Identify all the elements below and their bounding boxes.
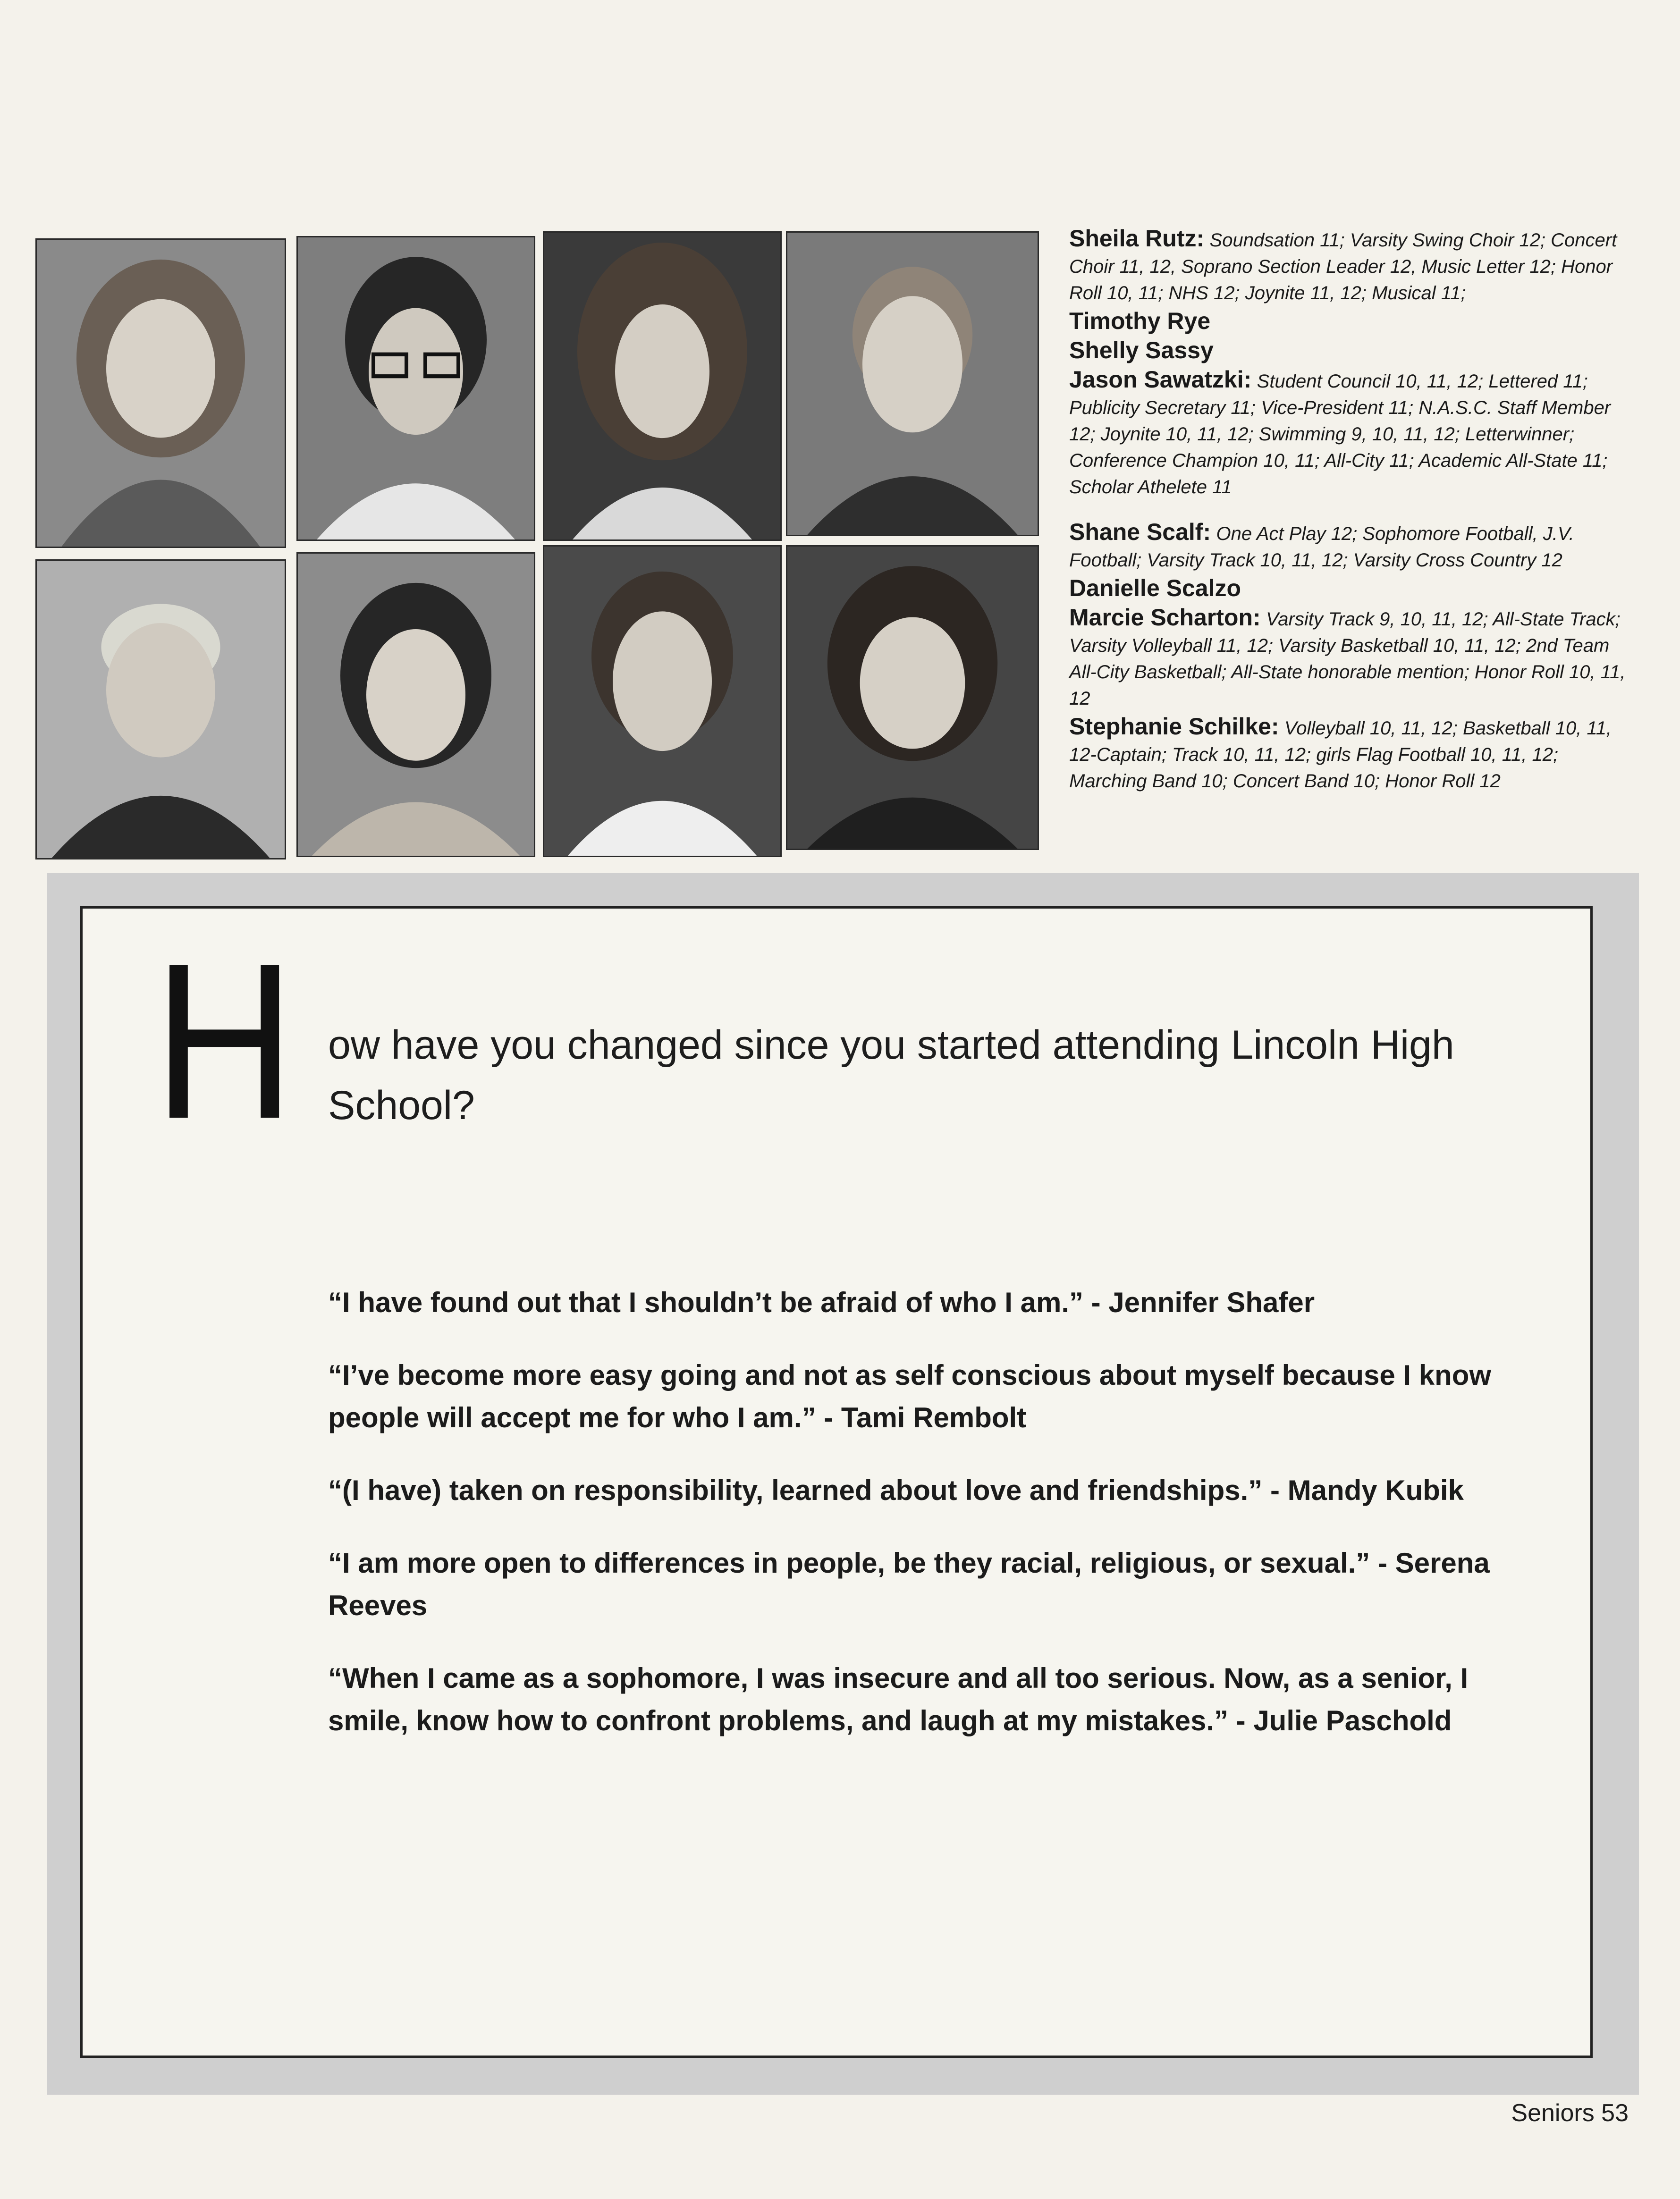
- student-quote: “(I have) taken on responsibility, learned about love and friendships.” - Mandy Kubik: [328, 1474, 1464, 1506]
- student-quote: “I’ve become more easy going and not as self conscious about myself because I know people will accept me for who I am.” - Tami Rembolt: [328, 1359, 1492, 1433]
- student-name: Stephanie Schilke:: [1069, 713, 1279, 740]
- student-quote: “When I came as a sophomore, I was insecure and all too serious. Now, as a senior, I smile, know how to confront problems, and laugh at my mistakes.” - Julie Paschold: [328, 1662, 1469, 1736]
- student-activities: One Act Play 12; Sophomore Football, J.V. Football; Varsity Track 10, 11, 12; Varsity Cross Country 12: [1069, 523, 1574, 571]
- portrait-photo: [296, 236, 535, 541]
- senior-portrait-grid: [35, 231, 1036, 864]
- student-activities: Volleyball 10, 11, 12; Basketball 10, 11, 12-Captain; Track 10, 11, 12; girls Flag Football 10, 11, 12; Marching Band 10; Concert Band 10; Honor Roll 12: [1069, 718, 1612, 792]
- student-activities: Varsity Track 9, 10, 11, 12; All-State Track; Varsity Volleyball 11, 12; Varsity Basketball 10, 11, 12; 2nd Team All-City Basketball; All-State honorable mention; Honor Roll 10, 11, 12: [1069, 609, 1626, 709]
- bio-entry: [1069, 575, 1626, 603]
- portrait-photo: [543, 545, 782, 857]
- student-name: Jason Sawatzki:: [1069, 366, 1252, 393]
- portrait-photo: [35, 238, 286, 548]
- quote-list: [328, 1281, 1536, 1772]
- student-quote: “I have found out that I shouldn’t be afraid of who I am.” - Jennifer Shafer: [328, 1287, 1315, 1318]
- bio-entry: [1069, 337, 1626, 365]
- bio-entry: [1069, 226, 1626, 306]
- student-name: Marcie Scharton:: [1069, 604, 1261, 631]
- portrait-photo: [786, 231, 1039, 536]
- portrait-photo: [35, 559, 286, 859]
- page-footer: Seniors 53: [1511, 2099, 1629, 2127]
- portrait-photo: [786, 545, 1039, 850]
- student-name: Timothy Rye: [1069, 308, 1211, 334]
- portrait-photo: [543, 231, 782, 541]
- feature-box: [47, 873, 1639, 2095]
- dropcap-letter: [153, 917, 295, 1165]
- student-quote: “I am more open to differences in people, be they racial, religious, or sexual.” - Serena Reeves: [328, 1547, 1490, 1621]
- student-name: Danielle Scalzo: [1069, 575, 1241, 601]
- feature-panel: [80, 906, 1593, 2058]
- bio-entry: [1069, 519, 1626, 573]
- student-name: Sheila Rutz:: [1069, 225, 1205, 252]
- student-name: Shane Scalf:: [1069, 519, 1211, 545]
- feature-question: ow have you changed since you started attending Lincoln High School?: [328, 1022, 1454, 1128]
- bio-entry: [1069, 605, 1626, 712]
- student-name: Shelly Sassy: [1069, 337, 1214, 363]
- student-activities: Student Council 10, 11, 12; Lettered 11; Publicity Secretary 11; Vice-President 11; N.A.S.C. Staff Member 12; Joynite 10, 11, 12; Swimming 9, 10, 11, 12; Letterwinner; Conference Champion 10, 11; All-City 11; Academic All-State 11; Scholar Athelete 11: [1069, 371, 1611, 497]
- svg-text:H: H: [153, 917, 295, 1165]
- senior-bios: [1069, 226, 1626, 796]
- portrait-photo: [296, 552, 535, 857]
- bio-entry: [1069, 714, 1626, 794]
- bio-entry: [1069, 308, 1626, 336]
- bio-entry: [1069, 367, 1626, 500]
- student-activities: Soundsation 11; Varsity Swing Choir 12; Concert Choir 11, 12, Soprano Section Leader 12, Music Letter 12; Honor Roll 10, 11; NHS 12; Joynite 11, 12; Musical 11;: [1069, 230, 1617, 303]
